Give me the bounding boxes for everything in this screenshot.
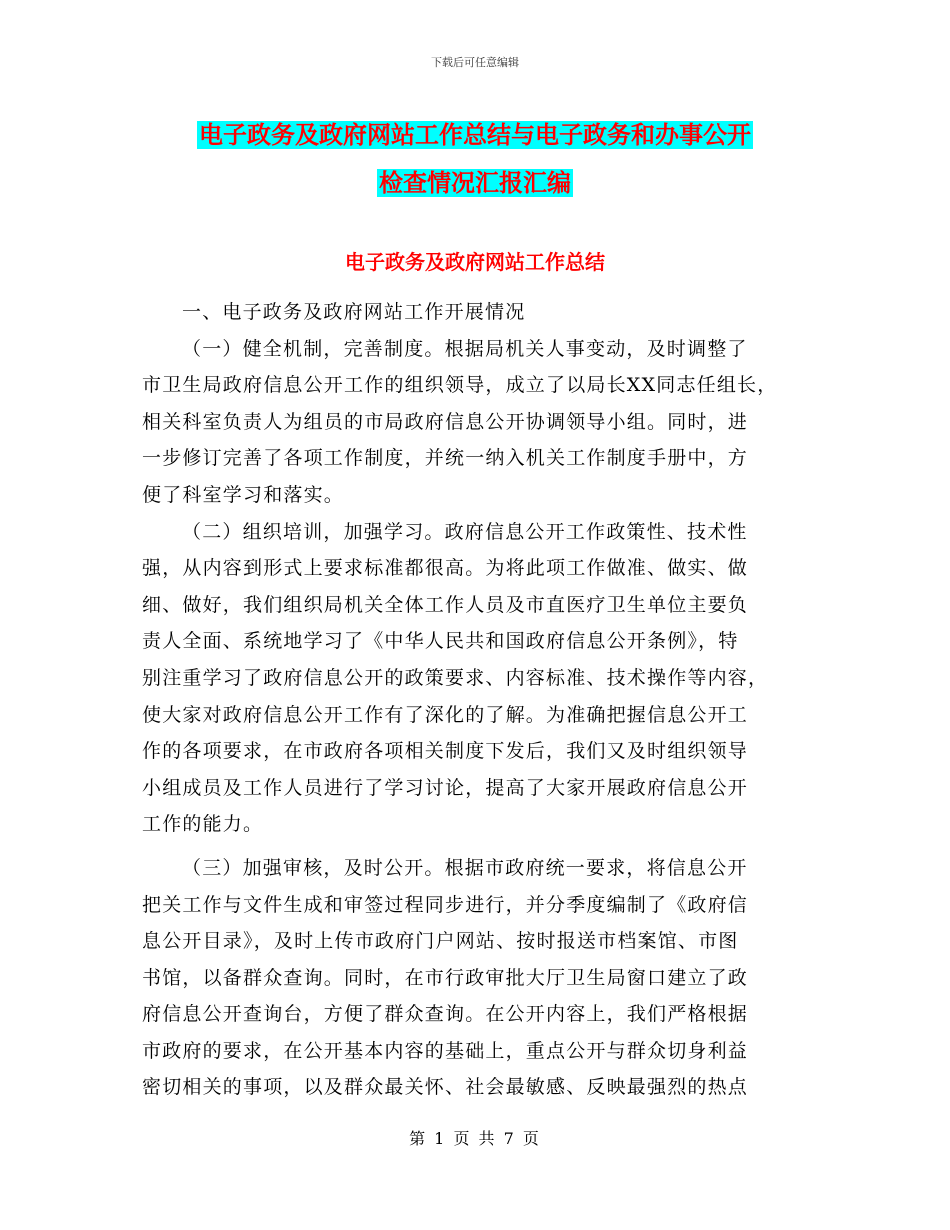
document-title [0,111,950,207]
title-line-1-text: 电子政务及政府网站工作总结与电子政务和办事公开 [199,121,751,149]
paragraph-line: （二）组织培训，加强学习。政府信息公开工作政策性、技术性 [182,520,748,543]
paragraph-line: 息公开目录》，及时上传市政府门户网站、按时报送市档案馆、市图 [142,930,739,953]
paragraph-line: 市卫生局政府信息公开工作的组织领导，成立了以局长XX同志任组长， [142,374,778,397]
paragraph-line: （一）健全机制，完善制度。根据局机关人事变动，及时调整了 [182,337,748,360]
paragraph-line: 责人全面、系统地学习了《中华人民共和国政府信息公开条例》，特 [142,630,739,653]
header-note: 下载后可任意编辑 [431,56,519,69]
paragraph-line: 细、做好，我们组织局机关全体工作人员及市直医疗卫生单位主要负 [142,593,749,616]
paragraph-line: （三）加强审核，及时公开。根据市政府统一要求，将信息公开 [182,856,748,879]
body-text [142,294,807,1106]
title-line-2-text: 检查情况汇报汇编 [379,169,571,197]
paragraph-line: 把关工作与文件生成和审签过程同步进行，并分季度编制了《政府信 [142,893,749,916]
paragraph-line: 别注重学习了政府信息公开的政策要求、内容标准、技术操作等内容， [142,666,769,689]
section-heading: 一、电子政务及政府网站工作开展情况 [182,301,526,323]
paragraph-line: 书馆，以备群众查询。同时，在市行政审批大厅卫生局窗口建立了政 [142,966,749,989]
paragraph-line: 府信息公开查询台，方便了群众查询。在公开内容上，我们严格根据 [142,1003,749,1026]
document-title-line-2 [0,159,950,207]
paragraph-line: 工作的能力。 [142,813,264,836]
page-number: 第 1 页 共 7 页 [409,1129,541,1148]
paragraph-line: 一步修订完善了各项工作制度，并统一纳入机关工作制度手册中，方 [142,447,749,470]
document-title-line-1 [0,111,950,159]
paragraph-line: 作的各项要求，在市政府各项相关制度下发后，我们又及时组织领导 [142,740,749,763]
paragraph-line: 使大家对政府信息公开工作有了深化的了解。为准确把握信息公开工 [142,703,749,726]
section-title: 电子政务及政府网站工作总结 [345,250,605,274]
paragraph-line: 密切相关的事项，以及群众最关怀、社会最敏感、反映最强烈的热点 [142,1076,749,1099]
paragraph-line: 小组成员及工作人员进行了学习讨论，提高了大家开展政府信息公开 [142,776,749,799]
paragraph-line: 市政府的要求，在公开基本内容的基础上，重点公开与群众切身利益 [142,1039,749,1062]
paragraph-line: 相关科室负责人为组员的市局政府信息公开协调领导小组。同时，进 [142,410,749,433]
paragraph-line: 强，从内容到形式上要求标准都很高。为将此项工作做准、做实、做 [142,557,749,580]
paragraph-line: 便了科室学习和落实。 [142,483,345,506]
